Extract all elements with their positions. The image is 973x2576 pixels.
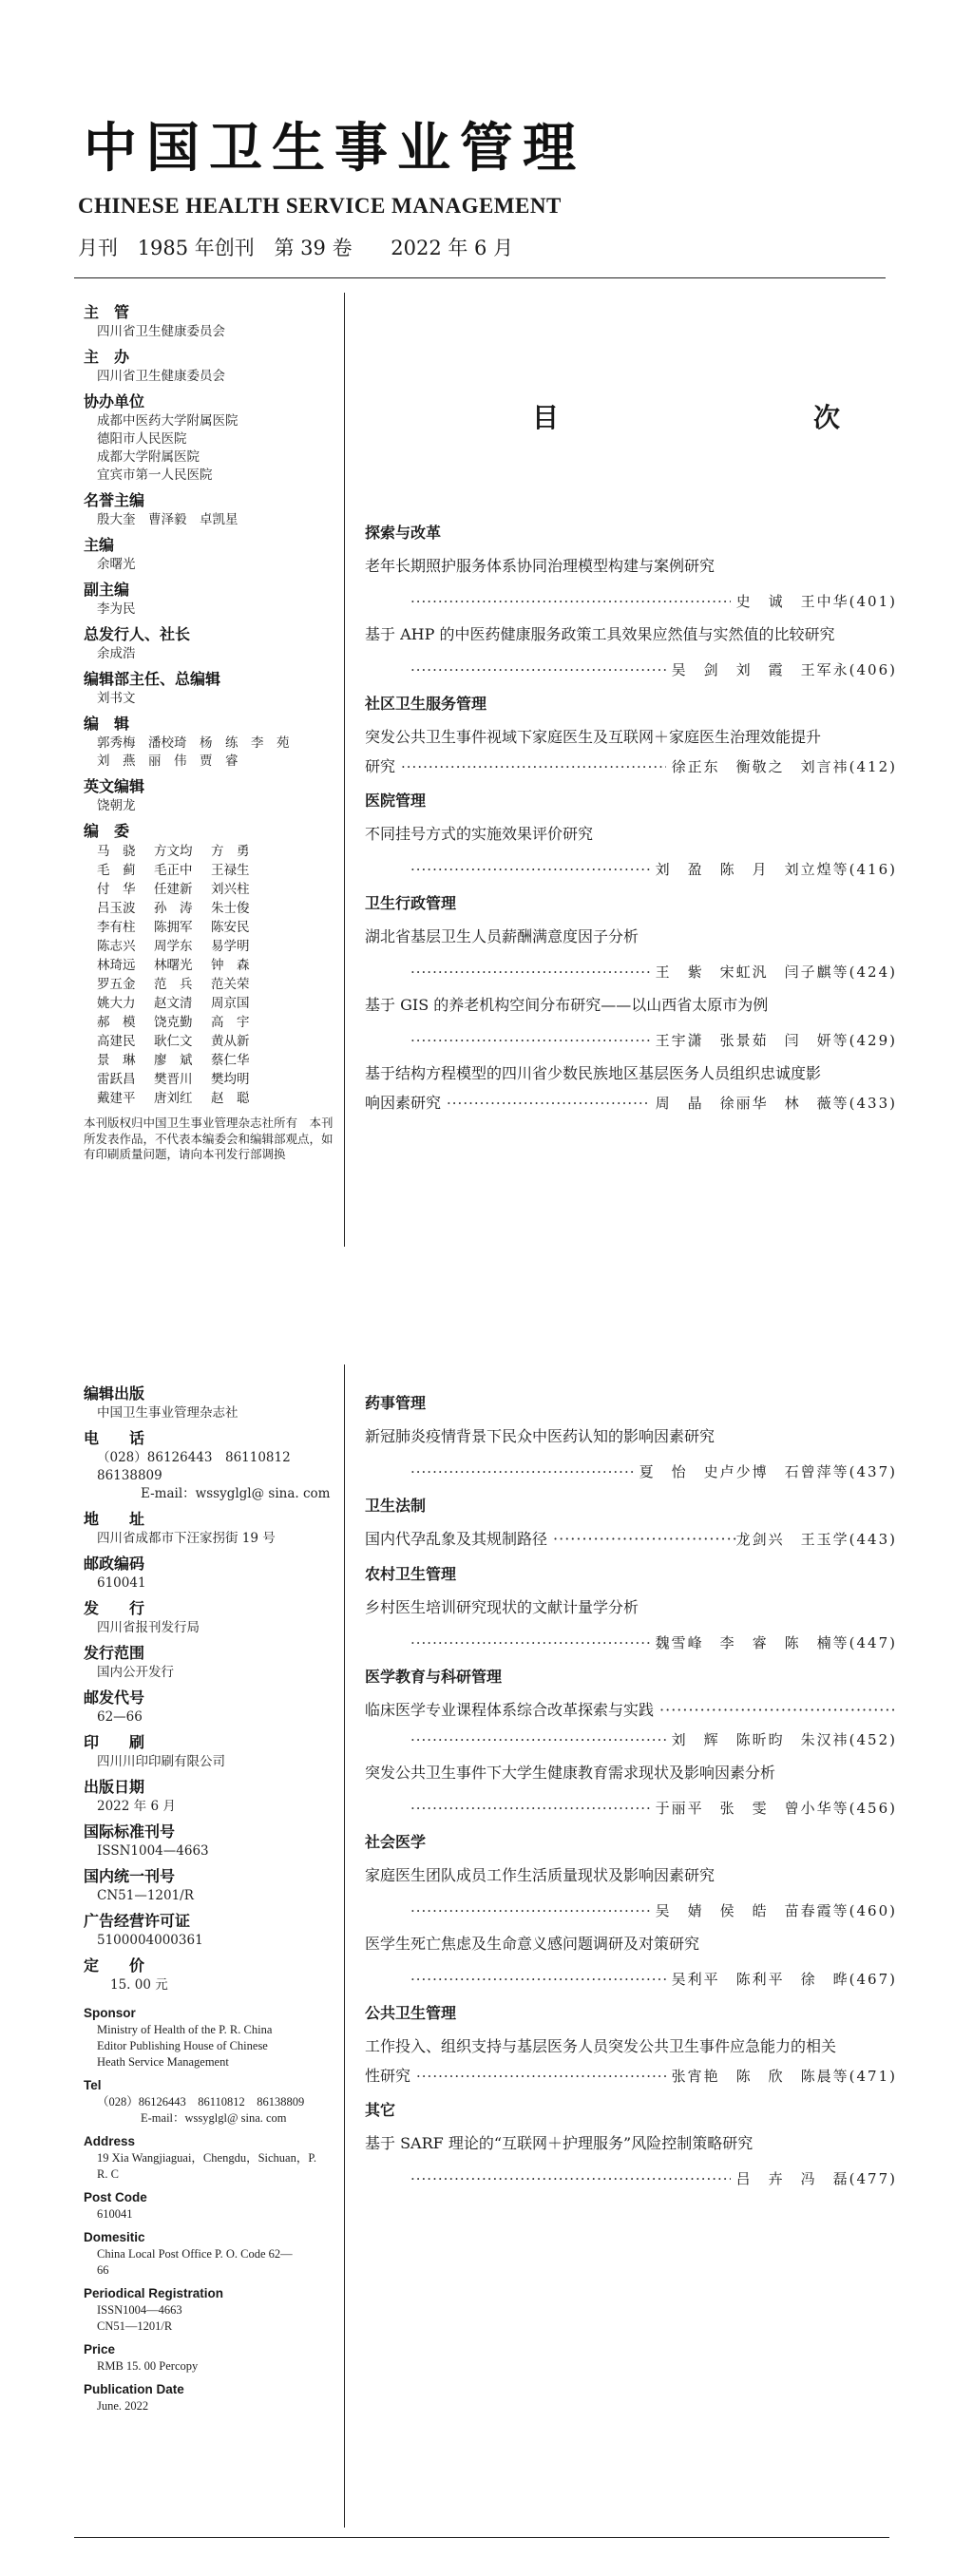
toc-entry-line	[365, 1093, 897, 1114]
founded: 1985 年创刊	[137, 237, 255, 259]
deputy-label: 副主编	[84, 581, 130, 599]
article-title[interactable]: 临床医学专业课程体系综合改革探索与实践	[365, 1701, 655, 1719]
board-grid	[84, 842, 340, 1108]
journal-title-en: CHINESE HEALTH SERVICE MANAGEMENT	[78, 194, 562, 218]
mail-code: 62—66	[97, 1709, 143, 1725]
toc-title: 目 次	[532, 402, 955, 433]
issue-date: 2022 年 6 月	[391, 237, 514, 259]
publisher: 中国卫生事业管理杂志社	[97, 1405, 238, 1421]
toc-entry-line	[365, 1798, 897, 1819]
article-authors: 吴 婧 侯 皓 苗春霞等(460)	[655, 1902, 897, 1919]
article-title[interactable]: 突发公共卫生事件视域下家庭医生及互联网＋家庭医生治理效能提升	[365, 728, 822, 746]
toc-entry-line	[365, 756, 897, 777]
board-member: 陈安民	[211, 920, 250, 935]
domestic-line: 66	[97, 2263, 109, 2277]
toc-category: 卫生法制	[365, 1497, 427, 1515]
issn: ISSN1004—4663	[97, 1843, 209, 1859]
co-units-label: 协办单位	[84, 392, 145, 410]
leader-dots	[416, 2066, 666, 2087]
leader-dots	[410, 1461, 634, 1482]
board-member: 雷跃昌	[97, 1072, 136, 1087]
toc-entry-line	[365, 1632, 897, 1653]
honorary: 殷大奎 曹泽毅 卓凯星	[97, 512, 238, 527]
toc-entry-line	[365, 2168, 897, 2189]
co-unit: 宜宾市第一人民医院	[97, 467, 213, 483]
board-label: 编 委	[84, 822, 130, 840]
postcode-label: 邮政编码	[84, 1555, 145, 1573]
article-authors: 吴利平 陈利平 徐 晔(467)	[671, 1971, 897, 1988]
article-authors: 张宵艳 陈 欣 陈晨等(471)	[671, 2068, 897, 2085]
board-member: 刘兴柱	[211, 882, 250, 897]
leader-dots	[410, 1729, 666, 1750]
leader-dots	[410, 2168, 731, 2189]
mail-code-label: 邮发代号	[84, 1689, 145, 1707]
board-member: 戴建平	[97, 1091, 136, 1106]
board-member: 范关荣	[211, 977, 250, 992]
board-member: 耿仁文	[154, 1034, 193, 1049]
toc-top	[365, 509, 897, 1125]
board-member: 林曙光	[154, 958, 193, 973]
article-title-cont[interactable]: 研究	[365, 757, 396, 775]
board-member: 林琦远	[97, 958, 136, 973]
board-member: 樊晋川	[154, 1072, 193, 1087]
frequency: 月刊	[78, 237, 118, 259]
board-member: 李有柱	[97, 920, 136, 935]
board-member: 付 华	[97, 882, 136, 897]
sponsor-en-label: Sponsor	[84, 2006, 136, 2020]
supervisor-label: 主 管	[84, 303, 130, 321]
board-member: 樊均明	[211, 1072, 250, 1087]
ad-label: 广告经营许可证	[84, 1912, 191, 1930]
editors-label: 编 辑	[84, 715, 130, 733]
toc-category: 社区卫生服务管理	[365, 695, 487, 713]
board-member: 高建民	[97, 1034, 136, 1049]
article-authors: 刘 盈 陈 月 刘立煌等(416)	[655, 861, 897, 878]
periodical-label: Periodical Registration	[84, 2286, 224, 2300]
toc-category: 药事管理	[365, 1394, 427, 1412]
board-member: 范 兵	[154, 977, 193, 992]
scope-label: 发行范围	[84, 1644, 145, 1662]
board-member: 黄从新	[211, 1034, 250, 1049]
cn-number: CN51—1201/R	[97, 1888, 194, 1903]
article-title-cont[interactable]: 响因素研究	[365, 1094, 442, 1112]
article-title[interactable]: 基于 AHP 的中医药健康服务政策工具效果应然值与实然值的比较研究	[365, 625, 835, 643]
article-authors: 徐正东 衡敬之 刘言祎(412)	[671, 758, 897, 775]
toc-category: 医学教育与科研管理	[365, 1668, 503, 1686]
article-title-cont[interactable]: 性研究	[365, 2067, 411, 2085]
article-title[interactable]: 突发公共卫生事件下大学生健康教育需求现状及影响因素分析	[365, 1764, 776, 1782]
toc-entry[interactable]	[365, 1699, 897, 1722]
board-member: 方文均	[154, 844, 193, 859]
article-title[interactable]: 新冠肺炎疫情背景下民众中医药认知的影响因素研究	[365, 1427, 715, 1445]
board-member: 孙 涛	[154, 901, 193, 916]
board-member: 周京国	[211, 996, 250, 1011]
board-member: 罗五金	[97, 977, 136, 992]
article-authors: 于丽平 张 雯 曾小华等(456)	[655, 1800, 897, 1817]
board-member: 陈志兴	[97, 939, 136, 954]
toc-category: 社会医学	[365, 1833, 427, 1851]
address-en-line: R. C	[97, 2167, 119, 2181]
article-title[interactable]: 乡村医生培训研究现状的文献计量学分析	[365, 1598, 639, 1616]
board-member: 唐刘红	[154, 1091, 193, 1106]
article-authors: 王 紫 宋虹汎 闫子麒等(424)	[655, 964, 897, 981]
pub-date: 2022 年 6 月	[97, 1799, 176, 1814]
board-member: 蔡仁华	[211, 1053, 250, 1068]
footer-rule	[74, 2537, 889, 2538]
phone: （028）86126443 86110812 86138809	[97, 1450, 304, 1483]
board-member: 饶克勤	[154, 1015, 193, 1030]
leader-dots	[447, 1093, 650, 1114]
article-title[interactable]: 基于 GIS 的养老机构空间分布研究——以山西省太原市为例	[365, 996, 769, 1014]
board-member: 易学明	[211, 939, 250, 954]
board-member: 姚大力	[97, 996, 136, 1011]
price-en: RMB 15. 00 Percopy	[97, 2359, 199, 2373]
board-member: 毛正中	[154, 863, 193, 878]
article-authors: 刘 辉 陈昕昀 朱汉祎(452)	[671, 1731, 897, 1748]
toc-entry-line	[365, 1900, 897, 1921]
leader-dots	[547, 1528, 736, 1551]
printer: 四川川印印刷有限公司	[97, 1754, 225, 1769]
leader-dots	[410, 1798, 650, 1819]
article-authors: 魏雪峰 李 睿 陈 楠等(447)	[655, 1634, 897, 1651]
board-member: 陈拥军	[154, 920, 193, 935]
postcode-en: 610041	[97, 2207, 133, 2221]
toc-category: 公共卫生管理	[365, 2004, 457, 2022]
editors-line: 郭秀梅 潘校琦 杨 练 李 苑	[97, 735, 290, 751]
toc-category: 卫生行政管理	[365, 894, 457, 912]
article-title[interactable]: 国内代孕乱象及其规制路径	[365, 1530, 548, 1548]
sponsor-en-line: Ministry of Health of the P. R. China	[97, 2023, 273, 2036]
price-en-label: Price	[84, 2342, 116, 2357]
leader-dots	[410, 962, 650, 983]
leader-dots	[401, 756, 666, 777]
leader-dots	[410, 659, 666, 680]
deputy: 李为民	[97, 601, 136, 617]
board-member: 郝 模	[97, 1015, 136, 1030]
periodical-line: ISSN1004—4663	[97, 2303, 182, 2317]
distribution-label: 发 行	[84, 1599, 145, 1617]
board-member: 钟 森	[211, 958, 250, 973]
manager: 余成浩	[97, 646, 136, 661]
toc-entry-line	[365, 1030, 897, 1051]
toc-entry-line	[365, 659, 897, 680]
address-en-label: Address	[84, 2134, 136, 2148]
email: E-mail：wssyglgl@ sina. com	[141, 1486, 331, 1501]
co-unit: 成都中医药大学附属医院	[97, 413, 238, 429]
toc-entry-line	[365, 1461, 897, 1482]
toc-category: 农村卫生管理	[365, 1565, 457, 1583]
sponsor-en-line: Heath Service Management	[97, 2055, 229, 2069]
toc-entry-line	[365, 1969, 897, 1990]
masthead	[84, 302, 340, 1163]
honorary-label: 名誉主编	[84, 491, 145, 509]
supervisor: 四川省卫生健康委员会	[97, 324, 225, 339]
scope: 国内公开发行	[97, 1665, 174, 1680]
address-label: 地 址	[84, 1510, 145, 1528]
journal-title-cn: 中国卫生事业管理	[84, 118, 585, 180]
article-title[interactable]: 家庭医生团队成员工作生活质量现状及影响因素研究	[365, 1866, 715, 1884]
phone-label: 电 话	[84, 1429, 145, 1447]
toc-entry-line	[365, 2066, 897, 2087]
chief: 余曙光	[97, 557, 136, 572]
printer-label: 印 刷	[84, 1733, 145, 1751]
article-authors: 史 诚 王中华(401)	[735, 593, 897, 610]
article-authors: 夏 怡 史卢少博 石曾萍等(437)	[639, 1463, 897, 1480]
leader-dots	[410, 1900, 650, 1921]
board-member: 毛 蓟	[97, 863, 136, 878]
toc-entry-line	[365, 1729, 897, 1750]
chief-label: 主编	[84, 536, 115, 554]
toc-category: 医院管理	[365, 792, 427, 810]
article-title[interactable]: 不同挂号方式的实施效果评价研究	[365, 825, 594, 843]
toc-entry-line	[365, 859, 897, 880]
co-unit: 德阳市人民医院	[97, 431, 187, 447]
manager-label: 总发行人、社长	[84, 625, 191, 643]
volume: 第 39 卷	[274, 237, 353, 259]
periodical-line: CN51—1201/R	[97, 2319, 173, 2333]
ad-license: 5100004000361	[97, 1933, 203, 1948]
price-label: 定 价	[84, 1956, 145, 1975]
board-member: 景 琳	[97, 1053, 136, 1068]
email-en: E-mail：wssyglgl@ sina. com	[141, 2111, 287, 2125]
board-member: 吕玉波	[97, 901, 136, 916]
journal-meta	[78, 233, 526, 261]
board-member: 周学东	[154, 939, 193, 954]
toc-entry-line	[365, 591, 897, 612]
article-authors: 吕 卉 冯 磊(477)	[735, 2170, 897, 2187]
editors-line: 刘 燕 丽 伟 贾 睿	[97, 754, 238, 769]
en-editor: 饶朝龙	[97, 798, 136, 813]
header-rule	[74, 277, 886, 278]
board-member: 赵文清	[154, 996, 193, 1011]
distribution: 四川省报刊发行局	[97, 1620, 200, 1635]
pub-date-en-label: Publication Date	[84, 2382, 184, 2396]
leader-dots	[410, 1632, 650, 1653]
director: 刘书文	[97, 691, 136, 706]
article-title[interactable]: 医学生死亡焦虑及生命意义感问题调研及对策研究	[365, 1935, 700, 1953]
board-member: 朱士俊	[211, 901, 250, 916]
leader-dots	[410, 859, 650, 880]
leader-dots	[410, 1969, 666, 1990]
issn-label: 国际标准刊号	[84, 1822, 176, 1841]
pub-date-label: 出版日期	[84, 1778, 145, 1796]
board-member: 廖 斌	[154, 1053, 193, 1068]
domestic-line: China Local Post Office P. O. Code 62—	[97, 2247, 293, 2261]
toc-category: 探索与改革	[365, 524, 442, 542]
sponsor: 四川省卫生健康委员会	[97, 369, 225, 384]
tel-en: （028）86126443 86110812 86138809	[97, 2095, 305, 2109]
article-authors: 吴 剑 刘 霞 王军永(406)	[671, 661, 897, 678]
leader-dots	[410, 1030, 650, 1051]
address: 四川省成都市下汪家拐街 19 号	[97, 1531, 276, 1546]
address-en-line: 19 Xia Wangjiaguai，Chengdu，Sichuan，P.	[97, 2151, 317, 2165]
article-title[interactable]: 湖北省基层卫生人员薪酬满意度因子分析	[365, 927, 639, 945]
domestic-label: Domesitic	[84, 2230, 145, 2244]
en-editor-label: 英文编辑	[84, 777, 145, 795]
sponsor-en-line: Editor Publishing House of Chinese	[97, 2039, 268, 2052]
article-authors: 周 晶 徐丽华 林 薇等(433)	[655, 1095, 897, 1112]
article-title[interactable]: 工作投入、组织支持与基层医务人员突发公共卫生事件应急能力的相关	[365, 2037, 837, 2055]
toc-entry[interactable]	[365, 1528, 897, 1551]
article-title[interactable]: 基于结构方程模型的四川省少数民族地区基层医务人员组织忠诚度影	[365, 1064, 822, 1082]
sponsor-label: 主 办	[84, 348, 130, 366]
board-member: 任建新	[154, 882, 193, 897]
board-member: 赵 聪	[211, 1091, 250, 1106]
toc-category: 其它	[365, 2101, 396, 2119]
co-unit: 成都大学附属医院	[97, 449, 200, 465]
board-member: 马 骁	[97, 844, 136, 859]
board-member: 王禄生	[211, 863, 250, 878]
article-authors: 龙剑兴 王玉学(443)	[735, 1531, 897, 1548]
article-title[interactable]: 基于 SARF 理论的“互联网＋护理服务”风险控制策略研究	[365, 2134, 754, 2152]
article-authors: 王宇潇 张景茹 闫 妍等(429)	[655, 1032, 897, 1049]
column-divider-bottom	[344, 1364, 345, 2528]
column-divider-top	[344, 293, 345, 1247]
postcode-en-label: Post Code	[84, 2190, 147, 2204]
copyright-notice: 本刊版权归中国卫生事业管理杂志社所有 本刊所发表作品，不代表本编委会和编辑部观点，如有印刷质量问题，请向本刊发行部调换	[84, 1116, 334, 1161]
postcode: 610041	[97, 1575, 146, 1591]
article-title[interactable]: 老年长期照护服务体系协同治理模型构建与案例研究	[365, 557, 715, 575]
price: 15. 00 元	[110, 1977, 168, 1993]
board-member: 方 勇	[211, 844, 250, 859]
leader-dots	[654, 1699, 897, 1722]
pub-date-en: June. 2022	[97, 2399, 149, 2413]
leader-dots	[410, 591, 731, 612]
toc-entry-line	[365, 962, 897, 983]
tel-en-label: Tel	[84, 2078, 102, 2092]
publication-info	[84, 1383, 340, 2420]
director-label: 编辑部主任、总编辑	[84, 670, 221, 688]
toc-bottom	[365, 1380, 897, 2201]
board-member: 高 宇	[211, 1015, 250, 1030]
cn-label: 国内统一刊号	[84, 1867, 176, 1885]
publisher-label: 编辑出版	[84, 1384, 145, 1402]
